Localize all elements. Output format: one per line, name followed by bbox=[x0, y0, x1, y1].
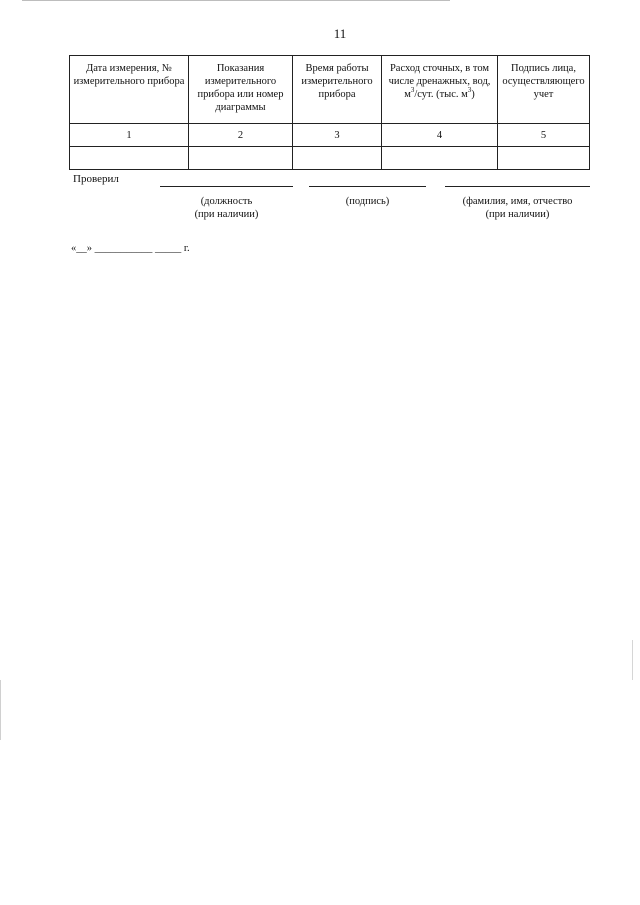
table-cell[interactable] bbox=[70, 147, 189, 170]
column-number: 5 bbox=[498, 124, 590, 147]
column-number: 3 bbox=[293, 124, 382, 147]
signature-line[interactable] bbox=[309, 186, 426, 187]
table-header-row bbox=[70, 56, 590, 124]
table-cell[interactable] bbox=[293, 147, 382, 170]
full-name-caption: (фамилия, имя, отчество (при наличии) bbox=[462, 196, 573, 220]
position-caption: (должность (при наличии) bbox=[194, 196, 259, 220]
scan-edge-top bbox=[22, 0, 450, 1]
checked-by-label: Проверил bbox=[73, 173, 119, 185]
measurement-table bbox=[69, 55, 590, 170]
table-cell[interactable] bbox=[189, 147, 293, 170]
scan-edge-right bbox=[632, 640, 633, 680]
header-device-runtime: Время работы измерительного прибора bbox=[293, 56, 382, 124]
date-line: «__» ___________ _____ г. bbox=[71, 243, 190, 254]
column-number: 1 bbox=[70, 124, 189, 147]
table-cell[interactable] bbox=[382, 147, 498, 170]
table-row bbox=[70, 147, 590, 170]
column-number-row bbox=[70, 124, 590, 147]
header-wastewater-flow: Расход сточных, в том числе дренажных, вод, $м^3$/сут. (тыс. $м^3$) bbox=[382, 56, 498, 124]
position-line[interactable] bbox=[160, 186, 293, 187]
scan-edge-left bbox=[0, 680, 1, 740]
column-number: 4 bbox=[382, 124, 498, 147]
full-name-line[interactable] bbox=[445, 186, 590, 187]
page-number: 11 bbox=[333, 26, 347, 41]
column-number: 2 bbox=[189, 124, 293, 147]
signature-caption: (подпись) bbox=[345, 196, 390, 207]
header-responsible-signature: Подпись лица, осуществляющего учет bbox=[498, 56, 590, 124]
header-measurement-date: Дата измерения, № измерительного прибора bbox=[70, 56, 189, 124]
header-device-readings: Показания измерительного прибора или номер диаграммы bbox=[189, 56, 293, 124]
table-cell[interactable] bbox=[498, 147, 590, 170]
